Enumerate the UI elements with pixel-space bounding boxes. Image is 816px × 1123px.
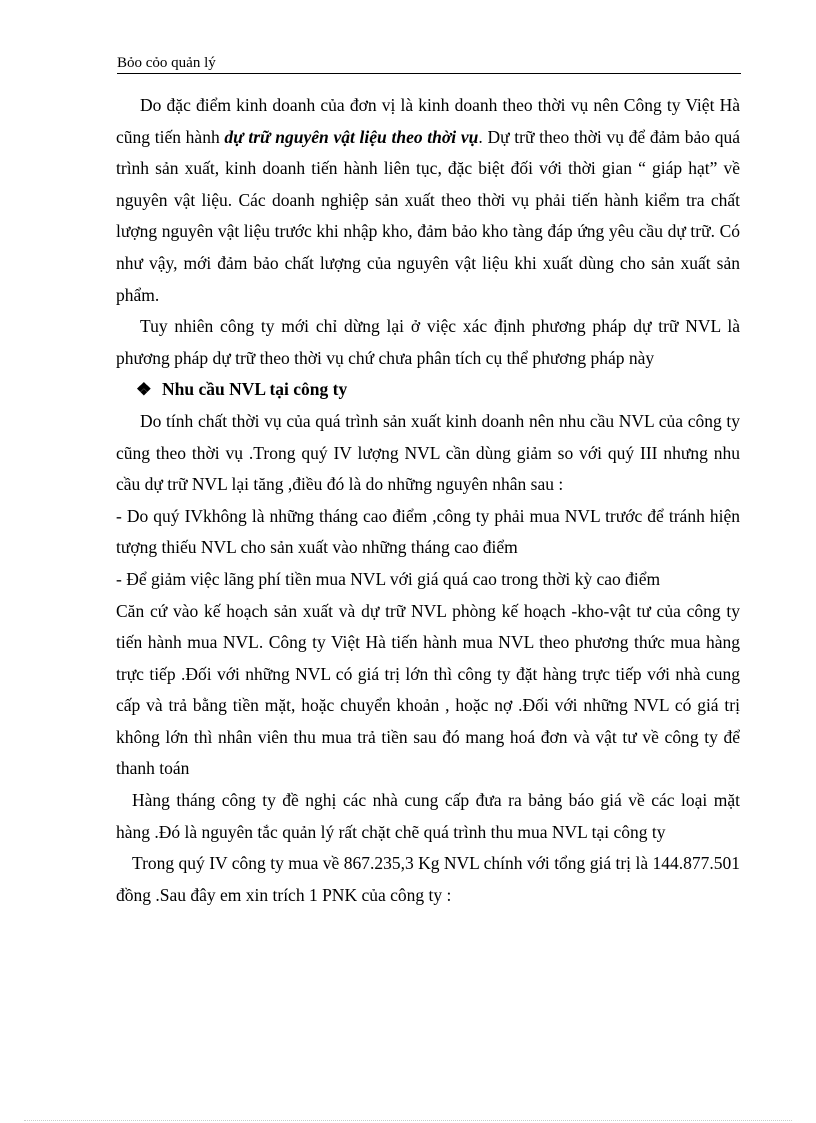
paragraph-seasonal-reserve <box>116 90 740 311</box>
paragraph-text: . Dự trữ theo thời vụ để đảm bảo quá trình sản xuất, kinh doanh tiến hành liên tục, đặc biệt đối với thời gian “ giáp hạt” về nguyên vật liệu. Các doanh nghiệp sản xuất theo thời vụ phải tiến hành kiểm tra chất lượng nguyên vật liệu trước khi nhập kho, đảm bảo kho tàng đáp ứng yêu cầu dự trữ. Có như vậy, mới đảm bảo chất lượng của nguyên vật liệu khi xuất dùng cho sản xuất sản phẩm. <box>116 126 740 305</box>
page-bottom-divider <box>24 1120 792 1121</box>
emphasis-text: dự trữ nguyên vật liệu theo thời vụ <box>224 126 479 147</box>
paragraph-price-quotes: Hàng tháng công ty đề nghị các nhà cung cấp đưa ra bảng báo giá về các loại mặt hàng .Đó là nguyên tắc quản lý rất chặt chẽ quá trình thu mua NVL tại công ty <box>116 790 740 842</box>
paragraph-q4-purchase: Trong quý IV công ty mua về 867.235,3 Kg NVL chính với tổng giá trị là 144.877.501 đồng .Sau đây em xin trích 1 PNK của công ty : <box>116 853 740 905</box>
list-item-reason-1: - Do quý IVkhông là những tháng cao điểm ,công ty phải mua NVL trước để tránh hiện tượng thiếu NVL cho sản xuất vào những tháng cao điểm <box>116 505 740 558</box>
paragraph-purchasing: Căn cứ vào kế hoạch sản xuất và dự trữ NVL phòng kế hoạch -kho-vật tư của công ty tiến hành mua NVL. Công ty Việt Hà tiến hành mua NVL theo phương thức mua hàng trực tiếp .Đối với những NVL có giá trị lớn thì công ty đặt hàng trực tiếp với nhà cung cấp và trả bằng tiền mặt, hoặc chuyển khoản , hoặc nợ .Đối với những NVL có giá trị không lớn thì nhân viên thu mua trả tiền sau đó mang hoá đơn và vật tư về công ty để thanh toán <box>116 600 740 779</box>
list-item-reason-2: - Để giảm việc lãng phí tiền mua NVL với giá quá cao trong thời kỳ cao điểm <box>116 568 661 589</box>
section-heading <box>116 374 740 406</box>
document-body <box>116 90 740 911</box>
page-header <box>117 54 741 74</box>
paragraph-method-note: Tuy nhiên công ty mới chỉ dừng lại ở việc xác định phương pháp dự trữ NVL là phương pháp dự trữ theo thời vụ chứ chưa phân tích cụ thể phương pháp này <box>116 316 740 368</box>
paragraph-text: Do đặc điểm kinh doanh của đơn vị là kinh doanh theo thời vụ nên Công ty Việt Hà cũng tiến hành <box>116 95 740 147</box>
paragraph-demand: Do tính chất thời vụ của quá trình sản xuất kinh doanh nên nhu cầu NVL của công ty cũng theo thời vụ .Trong quý IV lượng NVL cần dùng giảm so với quý III nhưng nhu cầu dự trữ NVL lại tăng ,điều đó là do những nguyên nhân sau : <box>116 410 740 495</box>
diamond-bullet-icon: ❖ <box>136 379 152 400</box>
section-heading-text: Nhu cầu NVL tại công ty <box>162 379 348 400</box>
header-title: Bỏo cỏo quản lý <box>117 55 216 71</box>
